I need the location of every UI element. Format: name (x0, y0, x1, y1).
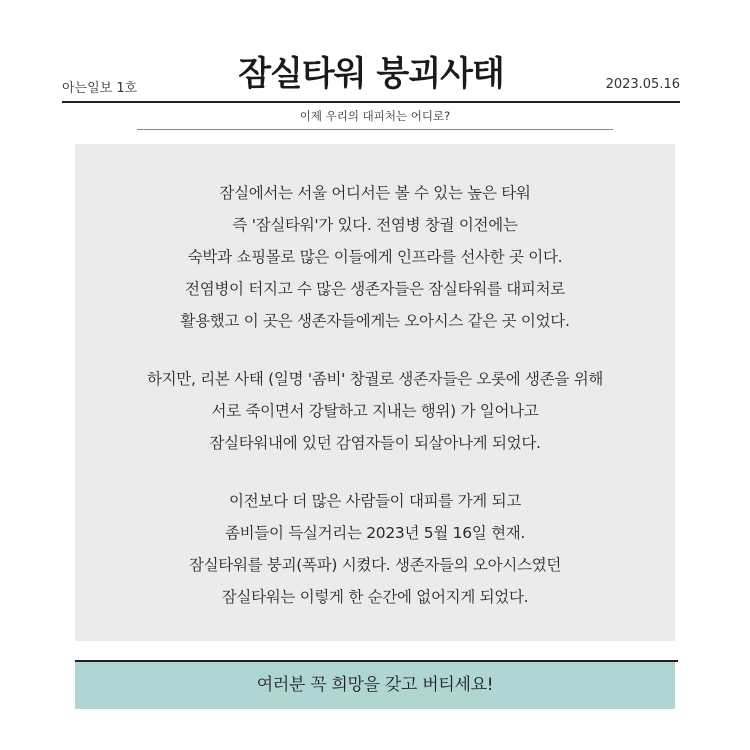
masthead (62, 40, 680, 102)
article-line: 하지만, 리본 사태 (일명 '좀비' 창궐로 생존자들은 오롯에 생존을 위해 (146, 370, 604, 388)
article-line: 잠실타워는 이렇게 한 순간에 없어지게 되었다. (221, 588, 529, 606)
article-paragraph (75, 485, 675, 613)
article-body (75, 144, 675, 641)
article-line: 전염병이 터지고 수 많은 생존자들은 잠실타워를 대피처로 (185, 280, 565, 298)
issue-label: 아는일보 1호 (62, 81, 138, 96)
banner-text: 여러분 꼭 희망을 갖고 버티세요! (256, 675, 494, 695)
article-line: 잠실타워를 붕괴(폭파) 시켰다. 생존자들의 오아시스였던 (188, 556, 562, 574)
closing-banner (75, 662, 675, 709)
masthead-divider (62, 101, 680, 103)
publication-date: 2023.05.16 (605, 77, 680, 92)
article-line: 잠실에서는 서울 어디서든 볼 수 있는 높은 타워 (219, 184, 531, 202)
subtitle: 이제 우리의 대피처는 어디로? (299, 109, 451, 123)
article-line: 즉 '잠실타워'가 있다. 전염병 창궐 이전에는 (232, 216, 518, 234)
article-paragraph (75, 177, 675, 337)
article-line: 숙박과 쇼핑몰로 많은 이들에게 인프라를 선사한 곳 이다. (187, 248, 563, 266)
article-line: 잠실타워내에 있던 감염자들이 되살아나게 되었다. (209, 434, 541, 452)
headline: 잠실타워 붕괴사태 (238, 54, 504, 94)
article-paragraph (75, 363, 675, 459)
subtitle-divider (137, 129, 613, 130)
article-line: 이전보다 더 많은 사람들이 대피를 가게 되고 (229, 492, 521, 510)
article-line: 활용했고 이 곳은 생존자들에게는 오아시스 같은 곳 이었다. (180, 312, 570, 330)
article-line: 좀비들이 득실거리는 2023년 5월 16일 현재. (224, 524, 526, 542)
article-line: 서로 죽이면서 강탈하고 지내는 행위) 가 일어나고 (211, 402, 539, 420)
